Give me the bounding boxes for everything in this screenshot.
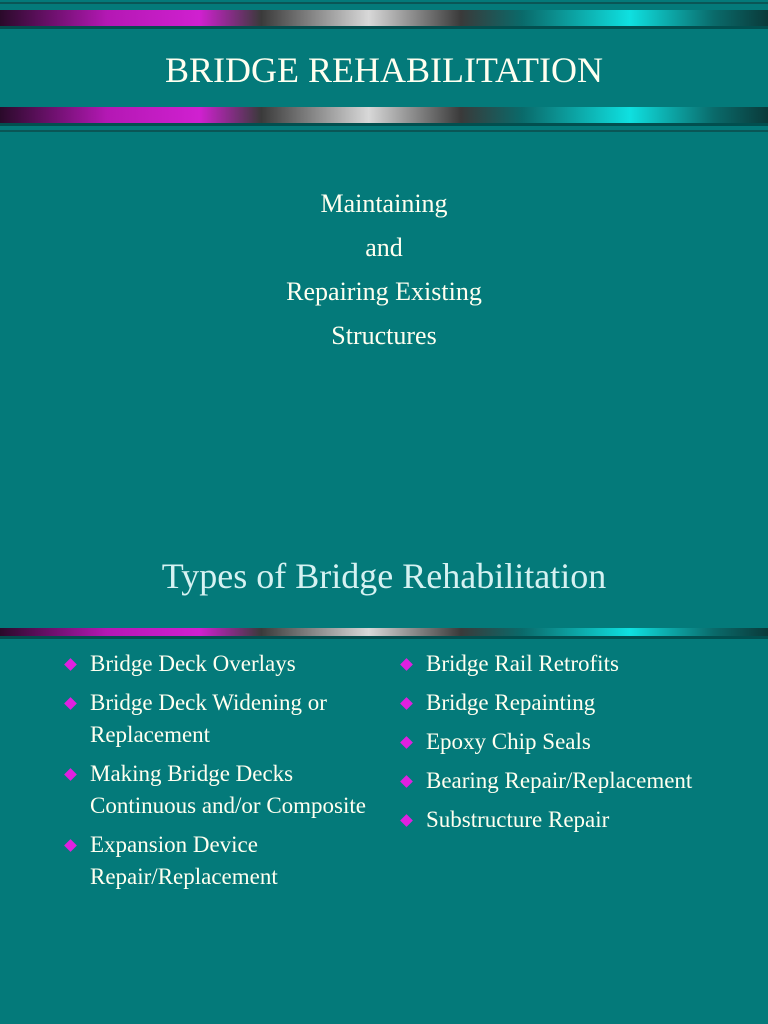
subtitle-line: and xyxy=(365,233,403,262)
subtitle xyxy=(0,182,768,358)
diamond-bullet-icon xyxy=(400,736,413,749)
list-item xyxy=(64,758,374,822)
list-item-text: Expansion Device Repair/Replacement xyxy=(90,832,278,889)
diamond-bullet-icon xyxy=(400,697,413,710)
slide-title: BRIDGE REHABILITATION xyxy=(164,50,604,90)
subtitle-line: Repairing Existing xyxy=(286,277,482,306)
diamond-bullet-icon xyxy=(64,658,77,671)
list-item xyxy=(400,804,710,836)
list-item xyxy=(64,687,374,751)
subtitle-line: Structures xyxy=(331,321,437,350)
list-item xyxy=(64,829,374,893)
list-item xyxy=(400,726,710,758)
section-divider-bar xyxy=(0,628,768,636)
title-thin-divider xyxy=(0,130,768,132)
subtitle-line: Maintaining xyxy=(320,189,448,218)
diamond-bullet-icon xyxy=(400,658,413,671)
left-bullet-list xyxy=(64,648,374,900)
right-bullet-list xyxy=(400,648,710,843)
diamond-bullet-icon xyxy=(64,839,77,852)
list-item xyxy=(400,648,710,680)
diamond-bullet-icon xyxy=(400,775,413,788)
section-title: Types of Bridge Rehabilitation xyxy=(161,556,607,596)
list-item xyxy=(64,648,374,680)
list-item-text: Bridge Deck Overlays xyxy=(90,651,296,676)
list-item-text: Bearing Repair/Replacement xyxy=(426,768,693,793)
list-item-text: Bridge Rail Retrofits xyxy=(426,651,619,676)
list-item-text: Epoxy Chip Seals xyxy=(426,729,591,754)
top-thin-divider xyxy=(0,2,768,4)
list-item xyxy=(400,765,710,797)
diamond-bullet-icon xyxy=(64,768,77,781)
list-item xyxy=(400,687,710,719)
top-gradient-bar xyxy=(0,10,768,26)
list-item-text: Making Bridge Decks Continuous and/or Composite xyxy=(90,761,366,818)
list-item-text: Substructure Repair xyxy=(426,807,610,832)
diamond-bullet-icon xyxy=(400,814,413,827)
diamond-bullet-icon xyxy=(64,697,77,710)
title-underline-bar xyxy=(0,107,768,123)
list-item-text: Bridge Repainting xyxy=(426,690,596,715)
list-item-text: Bridge Deck Widening or Replacement xyxy=(90,690,327,747)
